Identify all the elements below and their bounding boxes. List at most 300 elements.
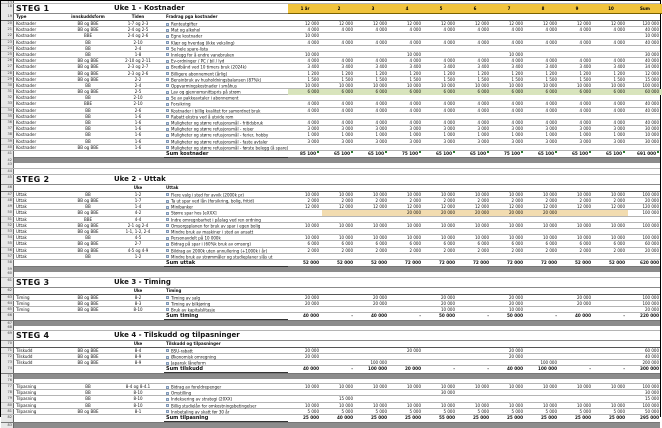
row-number[interactable]: 63 bbox=[1, 295, 14, 301]
cell-type[interactable]: Uttak bbox=[16, 210, 27, 216]
value-cell[interactable] bbox=[560, 95, 594, 101]
value-cell[interactable]: 3 400 bbox=[307, 64, 319, 70]
value-cell[interactable]: 10 000 bbox=[441, 191, 455, 197]
value-cell[interactable]: 6 000 bbox=[477, 241, 489, 247]
value-cell[interactable]: 5 000 bbox=[511, 408, 523, 414]
cell-tiden[interactable]: 2-10 bbox=[133, 39, 143, 45]
value-cell[interactable]: 1 500 bbox=[341, 76, 353, 82]
value-cell[interactable] bbox=[458, 33, 492, 39]
value-cell[interactable]: 4 000 bbox=[613, 27, 625, 33]
value-cell[interactable] bbox=[288, 390, 322, 396]
value-cell[interactable]: 4 000 bbox=[409, 39, 421, 45]
value-cell[interactable] bbox=[356, 354, 390, 360]
value-cell[interactable]: 5 000 bbox=[579, 408, 591, 414]
cell-form[interactable]: BB bbox=[85, 138, 91, 144]
value-cell[interactable]: 10 000 bbox=[339, 235, 353, 241]
row-number[interactable]: 74 bbox=[1, 366, 14, 373]
cell-form[interactable]: BB bbox=[85, 204, 91, 210]
value-cell[interactable]: 30 000 bbox=[645, 138, 659, 144]
row-number[interactable]: 28 bbox=[1, 71, 14, 77]
value-cell[interactable]: 3 000 bbox=[307, 138, 319, 144]
value-cell[interactable]: 2 000 bbox=[375, 198, 387, 203]
empty-cell[interactable] bbox=[64, 415, 112, 422]
value-cell[interactable]: 10 000 bbox=[509, 402, 523, 408]
empty-cell[interactable] bbox=[64, 325, 112, 330]
value-cell[interactable]: 4 000 bbox=[579, 107, 591, 113]
cell-form[interactable]: BB bbox=[85, 384, 91, 390]
value-cell[interactable] bbox=[390, 396, 424, 402]
cell-desc[interactable] bbox=[164, 301, 288, 307]
value-cell[interactable] bbox=[322, 229, 356, 235]
cell-desc[interactable] bbox=[164, 120, 288, 126]
value-cell[interactable]: 100 000 bbox=[370, 360, 387, 366]
value-cell[interactable]: 100 000 bbox=[642, 294, 659, 300]
value-cell[interactable]: 20 000 bbox=[305, 347, 319, 353]
value-cell[interactable]: 10 000 bbox=[509, 306, 523, 312]
value-cell[interactable]: 2 000 bbox=[341, 247, 353, 253]
checkbox-icon[interactable] bbox=[166, 23, 169, 26]
cell-desc[interactable] bbox=[164, 89, 288, 95]
cell-form[interactable]: BB og BBE bbox=[77, 27, 99, 33]
value-cell[interactable]: 3 400 bbox=[477, 64, 489, 70]
cell-tiden[interactable]: 4-4 bbox=[134, 216, 142, 222]
value-cell[interactable] bbox=[322, 360, 356, 366]
sum-value-cell[interactable]: 100 000 bbox=[538, 366, 557, 372]
value-cell[interactable]: 10 000 bbox=[407, 235, 421, 241]
value-cell[interactable] bbox=[560, 114, 594, 120]
value-cell[interactable] bbox=[424, 95, 458, 101]
value-cell[interactable] bbox=[288, 217, 322, 223]
value-cell[interactable] bbox=[526, 114, 560, 120]
checkbox-icon[interactable] bbox=[166, 392, 169, 395]
checkbox-icon[interactable] bbox=[166, 193, 169, 196]
empty-cell[interactable] bbox=[526, 331, 560, 340]
year-header-cell[interactable]: 2 bbox=[322, 4, 356, 14]
value-cell[interactable]: 20 000 bbox=[458, 210, 492, 216]
value-cell[interactable]: 1 500 bbox=[375, 76, 387, 82]
cell-type[interactable]: Timing bbox=[16, 294, 30, 300]
value-cell[interactable]: 2 000 bbox=[375, 247, 387, 253]
cell-tiden[interactable]: 8-1 bbox=[134, 408, 142, 414]
value-cell[interactable]: 10 000 bbox=[373, 235, 387, 241]
year-header-cell[interactable]: 8 bbox=[526, 4, 560, 14]
value-cell[interactable]: 12 000 bbox=[441, 21, 455, 26]
value-cell[interactable] bbox=[594, 295, 628, 301]
value-cell[interactable] bbox=[356, 307, 390, 313]
value-cell[interactable]: 2 000 bbox=[545, 247, 557, 253]
empty-cell[interactable] bbox=[288, 1, 322, 3]
value-cell[interactable] bbox=[594, 301, 628, 307]
cell-desc[interactable] bbox=[164, 235, 288, 241]
empty-cell[interactable] bbox=[164, 271, 288, 276]
empty-cell[interactable] bbox=[164, 169, 288, 174]
value-cell[interactable]: 4 000 bbox=[613, 107, 625, 113]
checkbox-icon[interactable] bbox=[166, 134, 169, 137]
row-number[interactable]: 38 bbox=[1, 132, 14, 138]
cell-desc[interactable] bbox=[164, 114, 288, 120]
value-cell[interactable] bbox=[526, 95, 560, 101]
empty-cell[interactable] bbox=[424, 175, 458, 184]
row-number[interactable]: 60 bbox=[1, 271, 14, 276]
value-cell[interactable]: 4 000 bbox=[477, 39, 489, 45]
value-cell[interactable]: 10 000 bbox=[305, 402, 319, 408]
value-cell[interactable]: 40 000 bbox=[645, 101, 659, 107]
empty-cell[interactable] bbox=[526, 1, 560, 3]
value-cell[interactable]: 3 000 bbox=[409, 138, 421, 144]
cell-form[interactable]: BB bbox=[85, 126, 91, 132]
empty-cell[interactable] bbox=[628, 331, 662, 340]
row-number[interactable]: 71 bbox=[1, 348, 14, 354]
value-cell[interactable]: 1 200 bbox=[307, 70, 319, 76]
value-cell[interactable] bbox=[526, 354, 560, 360]
empty-cell[interactable] bbox=[14, 169, 64, 174]
value-cell[interactable] bbox=[322, 354, 356, 360]
cell-type[interactable]: Kostnader bbox=[16, 33, 37, 39]
value-cell[interactable]: 12 000 bbox=[441, 204, 455, 210]
row-number[interactable]: 50 bbox=[1, 210, 14, 216]
empty-cell[interactable] bbox=[628, 14, 662, 20]
value-cell[interactable]: 10 000 bbox=[611, 191, 625, 197]
value-cell[interactable]: 4 000 bbox=[341, 107, 353, 113]
empty-cell[interactable] bbox=[458, 325, 492, 330]
row-number[interactable]: 66 bbox=[1, 313, 14, 320]
value-cell[interactable]: 10 000 bbox=[577, 191, 591, 197]
value-cell[interactable]: 20 000 bbox=[645, 198, 659, 203]
empty-cell[interactable] bbox=[424, 288, 458, 294]
empty-cell[interactable] bbox=[560, 288, 594, 294]
cell-tiden[interactable]: 1-4 bbox=[134, 204, 142, 210]
sum-value-cell[interactable]: 75 100 bbox=[492, 151, 526, 158]
row-number[interactable]: 80 bbox=[1, 403, 14, 409]
empty-cell[interactable] bbox=[64, 1, 112, 3]
value-cell[interactable]: 2 000 bbox=[341, 198, 353, 203]
cell-type[interactable]: Kostnader bbox=[16, 76, 37, 82]
sum-value-cell[interactable]: 40 000 bbox=[506, 366, 523, 372]
value-cell[interactable]: 30 000 bbox=[645, 390, 659, 396]
value-cell[interactable]: 3 400 bbox=[341, 64, 353, 70]
value-cell[interactable] bbox=[424, 145, 458, 151]
empty-cell[interactable] bbox=[560, 278, 594, 287]
value-cell[interactable]: 5 000 bbox=[613, 408, 625, 414]
cell-form[interactable]: BB bbox=[85, 39, 91, 45]
cell-desc[interactable] bbox=[164, 71, 288, 77]
empty-cell[interactable] bbox=[458, 341, 492, 347]
cell-form[interactable]: BB og BBE bbox=[77, 408, 99, 414]
value-cell[interactable]: 10 000 bbox=[407, 384, 421, 390]
sum-value-cell[interactable]: 620 000 bbox=[640, 259, 659, 265]
value-cell[interactable] bbox=[390, 95, 424, 101]
value-cell[interactable]: 1 500 bbox=[443, 76, 455, 82]
sum-value-cell[interactable]: 55 000 bbox=[438, 415, 455, 420]
sum-value-cell[interactable]: 25 000 bbox=[608, 415, 625, 420]
empty-cell[interactable] bbox=[628, 185, 662, 191]
empty-cell[interactable] bbox=[356, 278, 390, 287]
cell-form[interactable]: BB bbox=[85, 390, 91, 396]
value-cell[interactable] bbox=[356, 396, 390, 402]
row-number[interactable]: 78 bbox=[1, 390, 14, 396]
value-cell[interactable]: 1 000 bbox=[579, 132, 591, 138]
cell-type[interactable]: Kostnader bbox=[16, 126, 37, 132]
value-cell[interactable]: 4 000 bbox=[545, 120, 557, 125]
empty-cell[interactable] bbox=[112, 162, 164, 167]
sum-value-cell[interactable]: 65 100 bbox=[526, 151, 560, 158]
cell-type[interactable]: Uttak bbox=[16, 253, 27, 259]
empty-cell[interactable] bbox=[424, 278, 458, 287]
value-cell[interactable]: 4 000 bbox=[443, 58, 455, 64]
value-cell[interactable] bbox=[424, 354, 458, 360]
value-cell[interactable]: 12 000 bbox=[577, 21, 591, 26]
empty-cell[interactable] bbox=[356, 341, 390, 347]
empty-cell[interactable] bbox=[458, 169, 492, 174]
empty-cell[interactable] bbox=[356, 162, 390, 167]
value-cell[interactable] bbox=[424, 33, 458, 39]
cell-tiden[interactable]: 8-9 bbox=[134, 360, 142, 366]
value-cell[interactable]: 2 000 bbox=[613, 247, 625, 253]
value-cell[interactable]: 3 000 bbox=[375, 138, 387, 144]
value-cell[interactable] bbox=[288, 46, 322, 52]
value-cell[interactable] bbox=[458, 396, 492, 402]
sum-value-cell[interactable]: 75 100 bbox=[390, 151, 424, 158]
empty-cell[interactable] bbox=[628, 1, 662, 3]
empty-cell[interactable] bbox=[594, 341, 628, 347]
value-cell[interactable]: 20 000 bbox=[373, 294, 387, 300]
empty-cell[interactable] bbox=[356, 271, 390, 276]
cell-form[interactable]: BB og BBE bbox=[77, 64, 99, 70]
empty-cell[interactable] bbox=[164, 1, 288, 3]
empty-cell[interactable] bbox=[458, 1, 492, 3]
empty-cell[interactable] bbox=[424, 162, 458, 167]
cell-desc[interactable] bbox=[164, 307, 288, 313]
value-cell[interactable] bbox=[560, 33, 594, 39]
value-cell[interactable]: 100 000 bbox=[642, 222, 659, 228]
checkbox-icon[interactable] bbox=[166, 128, 169, 131]
value-cell[interactable]: 3 000 bbox=[613, 138, 625, 144]
value-cell[interactable]: 12 000 bbox=[373, 21, 387, 26]
value-cell[interactable]: 6 000 bbox=[511, 241, 523, 247]
cell-desc[interactable] bbox=[164, 46, 288, 52]
sum-value-cell[interactable]: - bbox=[589, 366, 591, 372]
value-cell[interactable]: 10 000 bbox=[407, 51, 421, 57]
value-cell[interactable]: 60 000 bbox=[628, 89, 662, 95]
value-cell[interactable]: 10 000 bbox=[305, 51, 319, 57]
value-cell[interactable] bbox=[526, 229, 560, 235]
cell-type[interactable]: Kostnader bbox=[16, 27, 37, 33]
checkbox-icon[interactable] bbox=[166, 404, 169, 407]
row-number[interactable]: 62 bbox=[1, 288, 14, 294]
value-cell[interactable]: 3 000 bbox=[579, 138, 591, 144]
checkbox-icon[interactable] bbox=[166, 200, 169, 203]
row-number[interactable]: 49 bbox=[1, 204, 14, 210]
empty-cell[interactable] bbox=[628, 325, 662, 330]
value-cell[interactable]: 2 000 bbox=[443, 247, 455, 253]
value-cell[interactable]: 100 000 bbox=[642, 191, 659, 197]
cell-type[interactable]: Kostnader bbox=[16, 45, 37, 51]
empty-cell[interactable] bbox=[390, 14, 424, 20]
value-cell[interactable] bbox=[492, 229, 526, 235]
empty-cell[interactable] bbox=[356, 169, 390, 174]
value-cell[interactable] bbox=[560, 396, 594, 402]
empty-cell[interactable] bbox=[492, 378, 526, 383]
value-cell[interactable] bbox=[288, 229, 322, 235]
empty-cell[interactable] bbox=[390, 1, 424, 3]
empty-cell[interactable] bbox=[390, 162, 424, 167]
cell-tiden[interactable]: 8-3 bbox=[134, 300, 142, 306]
empty-cell[interactable] bbox=[322, 169, 356, 174]
cell-desc[interactable] bbox=[164, 223, 288, 229]
value-cell[interactable]: 30 000 bbox=[645, 51, 659, 57]
value-cell[interactable]: 10 000 bbox=[509, 82, 523, 88]
value-cell[interactable]: 1 500 bbox=[579, 76, 591, 82]
empty-cell[interactable] bbox=[322, 162, 356, 167]
value-cell[interactable] bbox=[628, 229, 662, 235]
row-number[interactable]: 76 bbox=[1, 378, 14, 383]
value-cell[interactable] bbox=[356, 46, 390, 52]
value-cell[interactable]: 12 000 bbox=[475, 21, 489, 26]
value-cell[interactable] bbox=[560, 307, 594, 313]
empty-cell[interactable] bbox=[322, 271, 356, 276]
empty-cell[interactable] bbox=[492, 169, 526, 174]
value-cell[interactable]: 4 000 bbox=[409, 101, 421, 107]
empty-cell[interactable] bbox=[594, 14, 628, 20]
value-cell[interactable] bbox=[628, 254, 662, 260]
row-number[interactable]: 27 bbox=[1, 64, 14, 70]
value-cell[interactable]: 3 000 bbox=[545, 138, 557, 144]
value-cell[interactable]: 40 000 bbox=[645, 39, 659, 45]
value-cell[interactable]: 12 000 bbox=[509, 21, 523, 26]
cell-type[interactable]: Tilpasning bbox=[16, 390, 37, 396]
value-cell[interactable]: 120 000 bbox=[642, 204, 659, 210]
value-cell[interactable] bbox=[322, 254, 356, 260]
value-cell[interactable]: 10 000 bbox=[305, 191, 319, 197]
value-cell[interactable]: 4 000 bbox=[511, 107, 523, 113]
row-number[interactable]: 68 bbox=[1, 325, 14, 330]
value-cell[interactable]: 4 000 bbox=[613, 39, 625, 45]
value-cell[interactable]: 1 000 bbox=[341, 132, 353, 138]
row-number[interactable]: 48 bbox=[1, 198, 14, 204]
value-cell[interactable] bbox=[628, 46, 662, 52]
value-cell[interactable]: 100 000 bbox=[642, 402, 659, 408]
value-cell[interactable]: 10 000 bbox=[373, 191, 387, 197]
value-cell[interactable]: 10 000 bbox=[373, 384, 387, 390]
cell-tiden[interactable]: 8-10 bbox=[133, 396, 143, 402]
value-cell[interactable] bbox=[526, 348, 560, 354]
empty-cell[interactable] bbox=[64, 260, 112, 267]
row-number[interactable]: 58 bbox=[1, 260, 14, 267]
cell-type[interactable]: Tilpasning bbox=[16, 384, 37, 390]
value-cell[interactable]: 4 000 bbox=[511, 39, 523, 45]
empty-cell[interactable] bbox=[560, 1, 594, 3]
value-cell[interactable] bbox=[458, 301, 492, 307]
sum-value-cell[interactable]: 65 100 bbox=[356, 151, 390, 158]
cell-type[interactable]: Uttak bbox=[16, 235, 27, 241]
cell-desc[interactable] bbox=[164, 58, 288, 64]
empty-cell[interactable] bbox=[526, 341, 560, 347]
cell-desc[interactable] bbox=[164, 384, 288, 390]
empty-cell[interactable] bbox=[628, 341, 662, 347]
value-cell[interactable]: 4 000 bbox=[307, 27, 319, 33]
value-cell[interactable]: 3 000 bbox=[545, 126, 557, 132]
cell-form[interactable]: BB bbox=[85, 402, 91, 408]
cell-tiden[interactable]: 8-9 bbox=[134, 354, 142, 359]
row-number[interactable]: 61 bbox=[1, 278, 14, 287]
cell-desc[interactable] bbox=[164, 64, 288, 70]
value-cell[interactable] bbox=[560, 46, 594, 52]
value-cell[interactable]: 4 000 bbox=[375, 107, 387, 113]
cell-desc[interactable] bbox=[164, 33, 288, 39]
cell-tiden[interactable]: 2-5 bbox=[134, 89, 142, 95]
row-number[interactable]: 39 bbox=[1, 139, 14, 145]
value-cell[interactable] bbox=[458, 46, 492, 52]
cell-type[interactable]: Tilskudd bbox=[16, 354, 33, 359]
checkbox-icon[interactable] bbox=[166, 122, 169, 125]
empty-cell[interactable] bbox=[64, 169, 112, 174]
sum-value-cell[interactable]: 691 000 bbox=[628, 151, 662, 158]
empty-cell[interactable] bbox=[424, 331, 458, 340]
value-cell[interactable]: 10 000 bbox=[305, 82, 319, 88]
value-cell[interactable]: 6 000 bbox=[560, 89, 594, 95]
empty-cell[interactable] bbox=[594, 288, 628, 294]
cell-tiden[interactable]: 1-6 bbox=[134, 132, 142, 138]
value-cell[interactable] bbox=[390, 390, 424, 396]
value-cell[interactable]: 10 000 bbox=[543, 384, 557, 390]
value-cell[interactable] bbox=[424, 114, 458, 120]
value-cell[interactable]: 15 000 bbox=[645, 396, 659, 402]
value-cell[interactable] bbox=[594, 217, 628, 223]
empty-cell[interactable] bbox=[322, 1, 356, 3]
value-cell[interactable]: 10 000 bbox=[339, 402, 353, 408]
empty-cell[interactable] bbox=[390, 169, 424, 174]
value-cell[interactable]: 1 000 bbox=[375, 132, 387, 138]
cell-desc[interactable] bbox=[164, 95, 288, 101]
sum-value-cell[interactable]: 52 000 bbox=[608, 259, 625, 265]
value-cell[interactable] bbox=[526, 145, 560, 151]
sum-value-cell[interactable]: 40 000 bbox=[370, 313, 387, 319]
value-cell[interactable]: 5 000 bbox=[443, 408, 455, 414]
value-cell[interactable]: 3 000 bbox=[307, 126, 319, 132]
value-cell[interactable]: 1 500 bbox=[307, 76, 319, 82]
value-cell[interactable]: 10 000 bbox=[373, 82, 387, 88]
empty-cell[interactable] bbox=[628, 278, 662, 287]
value-cell[interactable]: 12 000 bbox=[339, 21, 353, 26]
value-cell[interactable] bbox=[560, 229, 594, 235]
value-cell[interactable] bbox=[560, 254, 594, 260]
value-cell[interactable] bbox=[322, 217, 356, 223]
checkbox-icon[interactable] bbox=[166, 224, 169, 227]
sum-value-cell[interactable]: - bbox=[555, 313, 557, 319]
empty-cell[interactable] bbox=[458, 14, 492, 20]
cell-form[interactable]: BB og BBE bbox=[77, 89, 99, 95]
cell-desc[interactable] bbox=[164, 403, 288, 409]
value-cell[interactable]: 10 000 bbox=[305, 33, 319, 39]
value-cell[interactable]: 10 000 bbox=[407, 402, 421, 408]
value-cell[interactable]: 4 000 bbox=[511, 58, 523, 64]
value-cell[interactable] bbox=[356, 33, 390, 39]
value-cell[interactable] bbox=[288, 95, 322, 101]
value-cell[interactable]: 10 000 bbox=[475, 222, 489, 228]
value-cell[interactable] bbox=[594, 33, 628, 39]
sum-value-cell[interactable]: 25 000 bbox=[540, 415, 557, 420]
value-cell[interactable]: 4 000 bbox=[477, 120, 489, 125]
row-number[interactable]: 54 bbox=[1, 235, 14, 241]
value-cell[interactable]: 12 000 bbox=[305, 21, 319, 26]
sum-value-cell[interactable]: 100 000 bbox=[368, 366, 387, 372]
empty-cell[interactable] bbox=[288, 341, 322, 347]
value-cell[interactable]: 20 000 bbox=[492, 210, 526, 216]
value-cell[interactable]: 40 000 bbox=[645, 107, 659, 113]
empty-cell[interactable] bbox=[628, 378, 662, 383]
value-cell[interactable]: 4 000 bbox=[613, 58, 625, 64]
empty-cell[interactable] bbox=[112, 378, 164, 383]
